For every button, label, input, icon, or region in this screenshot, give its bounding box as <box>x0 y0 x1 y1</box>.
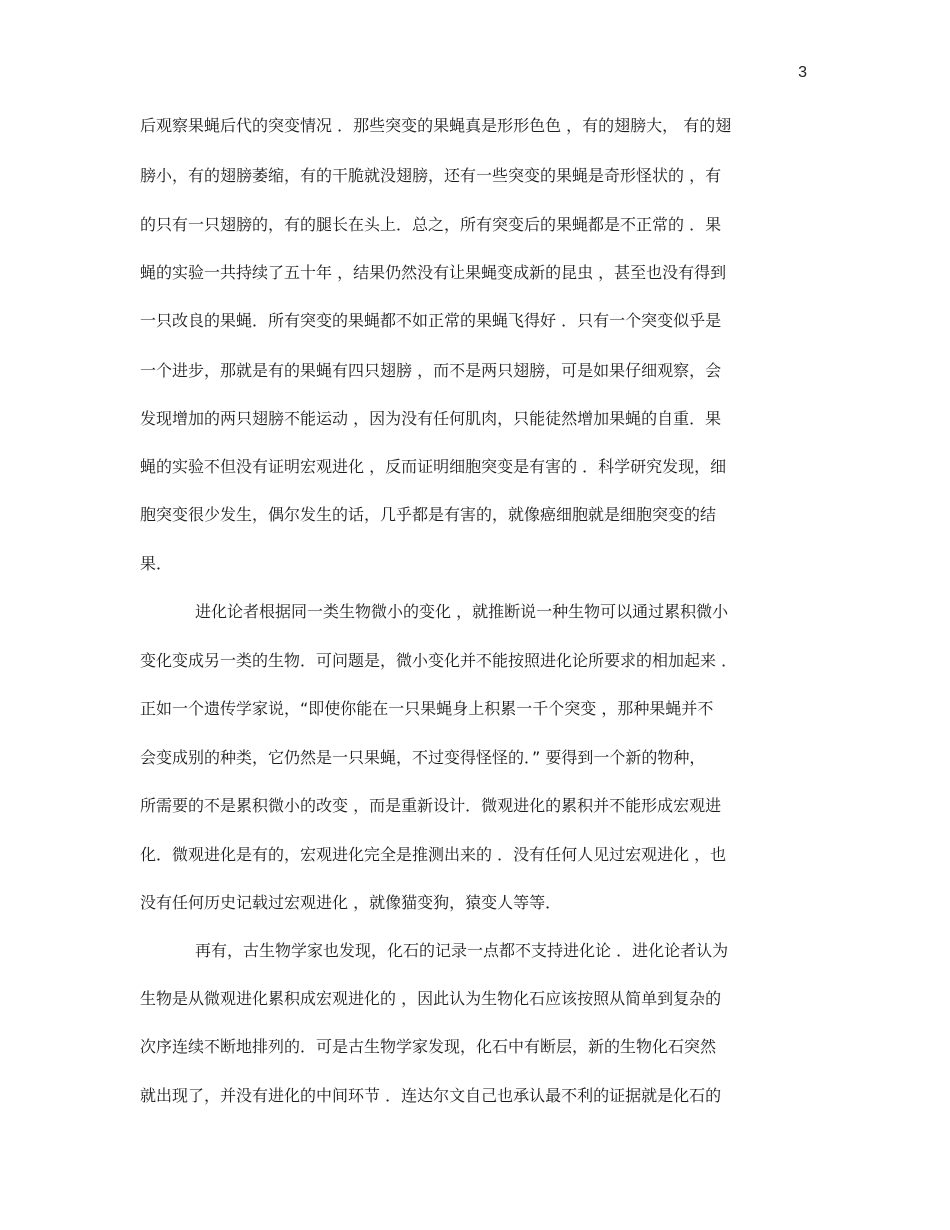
text-line: 一只改良的果蝇．所有突变的果蝇都不如正常的果蝇飞得好 ．只有一个突变似乎是 <box>140 311 722 330</box>
paragraph-first-line: 再有，古生物学家也发现，化石的记录一点都不支持进化论 ．进化论者认为 <box>195 941 729 960</box>
text-line: 后观察果蝇后代的突变情况 ．那些突变的果蝇真是形形色色 ，有的翅膀大， 有的翅 <box>140 116 732 135</box>
text-line: 生物是从微观进化累积成宏观进化的 ，因此认为生物化石应该按照从简单到复杂的 <box>140 989 722 1008</box>
text-line: 的只有一只翅膀的，有的腿长在头上．总之，所有突变后的果蝇都是不正常的 ．果 <box>140 215 722 234</box>
text-line: 一个进步，那就是有的果蝇有四只翅膀 ，而不是两只翅膀，可是如果仔细观察，会 <box>140 361 722 380</box>
text-line: 蝇的实验不但没有证明宏观进化 ，反而证明细胞突变是有害的 ．科学研究发现，细 <box>140 457 727 476</box>
text-line: 胞突变很少发生，偶尔发生的话，几乎都是有害的，就像癌细胞就是细胞突变的结 <box>140 505 717 524</box>
text-line: 正如一个遗传学家说，“即使你能在一只果蝇身上积累一千个突变 ，那种果蝇并不 <box>140 699 714 718</box>
text-line: 蝇的实验一共持续了五十年 ，结果仍然没有让果蝇变成新的昆虫 ，甚至也没有得到 <box>140 263 727 282</box>
text-line: 变化变成另一类的生物．可问题是，微小变化并不能按照进化论所要求的相加起来 ． <box>140 651 738 670</box>
text-line: 化．微观进化是有的，宏观进化完全是推测出来的 ．没有任何人见过宏观进化 ，也 <box>140 845 727 864</box>
text-line: 发现增加的两只翅膀不能运动 ，因为没有任何肌肉，只能徒然增加果蝇的自重．果 <box>140 409 722 428</box>
text-line: 果． <box>140 554 173 573</box>
text-line: 次序连续不断地排列的．可是古生物学家发现，化石中有断层，新的生物化石突然 <box>140 1037 717 1056</box>
paragraph-first-line: 进化论者根据同一类生物微小的变化 ，就推断说一种生物可以通过累积微小 <box>195 602 729 621</box>
page-number: 3 <box>798 64 807 81</box>
text-line: 会变成别的种类，它仍然是一只果蝇，不过变得怪怪的．” 要得到一个新的物种， <box>140 748 706 767</box>
text-line: 所需要的不是累积微小的改变 ，而是重新设计．微观进化的累积并不能形成宏观进 <box>140 796 722 815</box>
text-line: 没有任何历史记载过宏观进化 ，就像猫变狗，猿变人等等． <box>140 893 562 912</box>
text-line: 膀小，有的翅膀萎缩，有的干脆就没翅膀，还有一些突变的果蝇是奇形怪状的 ，有 <box>140 166 722 185</box>
text-line: 就出现了，并没有进化的中间环节 ．连达尔文自己也承认最不利的证据就是化石的 <box>140 1086 722 1105</box>
